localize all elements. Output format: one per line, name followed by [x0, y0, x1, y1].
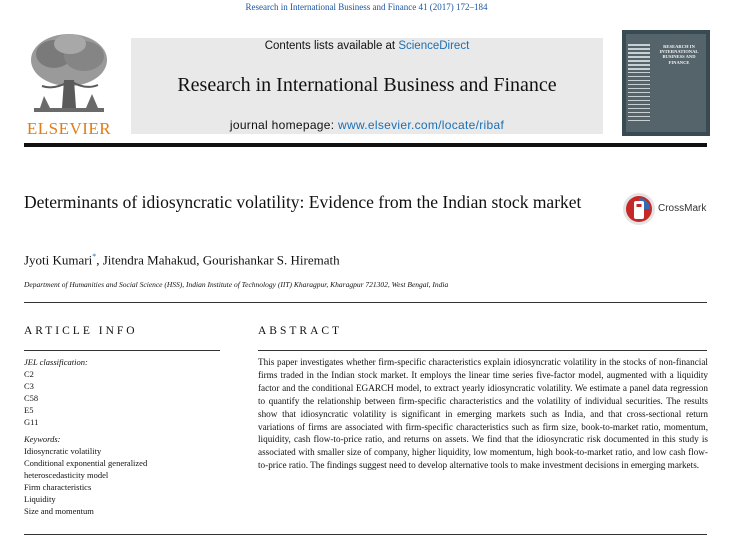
homepage-link[interactable]: www.elsevier.com/locate/ribaf [338, 118, 505, 132]
author-name[interactable]: Jitendra Mahakud [102, 252, 197, 268]
author-name[interactable]: Jyoti Kumari [24, 252, 93, 268]
journal-cover-thumbnail[interactable] [622, 30, 710, 136]
author-separator: , [196, 252, 203, 268]
journal-homepage [131, 118, 603, 132]
elsevier-logo[interactable] [24, 30, 114, 136]
header-divider [24, 143, 707, 147]
journal-header-box [131, 38, 603, 134]
jel-code: G11 [24, 417, 39, 428]
elsevier-wordmark: ELSEVIER [26, 119, 112, 138]
abstract-heading: ABSTRACT [258, 325, 343, 337]
keyword: Idiosyncratic volatility [24, 445, 102, 456]
crossmark-label: CrossMark [658, 203, 707, 214]
author-list [24, 252, 340, 268]
title-block-divider [24, 302, 707, 303]
cover-title: RESEARCH IN INTERNATIONAL BUSINESS AND FINANCE [659, 44, 699, 65]
corresponding-author-mark[interactable]: * [92, 252, 97, 261]
article-info-heading: ARTICLE INFO [24, 325, 138, 337]
abstract-bottom-divider [24, 534, 707, 535]
keyword: Conditional exponential generalized heteroscedasticity model [24, 457, 148, 480]
cover-contents-lines [628, 44, 650, 126]
article-title: Determinants of idiosyncratic volatility: Evidence from the Indian stock market [24, 192, 582, 212]
sciencedirect-link[interactable]: ScienceDirect [398, 40, 470, 52]
journal-citation[interactable]: Research in International Business and Finance 41 (2017) 172–184 [245, 2, 488, 12]
keyword: Size and momentum [24, 506, 94, 517]
cover-panel [626, 34, 706, 132]
author-separator: , [96, 252, 103, 268]
jel-code: C2 [24, 369, 34, 380]
contents-prefix: Contents lists available at [264, 40, 399, 52]
abstract-divider [258, 350, 707, 351]
homepage-prefix: journal homepage: [229, 118, 339, 132]
jel-code: E5 [24, 405, 34, 416]
jel-code: C58 [24, 393, 39, 404]
keywords-label: Keywords: [24, 433, 61, 444]
elsevier-tree-icon [24, 30, 114, 118]
crossmark-badge[interactable] [622, 192, 714, 226]
journal-name: Research in International Business and Finance [177, 74, 557, 96]
jel-code: C3 [24, 381, 34, 392]
keyword: Firm characteristics [24, 481, 92, 492]
contents-availability [131, 40, 603, 52]
article-info-panel [24, 356, 224, 517]
jel-label: JEL classification: [24, 357, 88, 367]
author-affiliation: Department of Humanities and Social Science (HSS), Indian Institute of Technology (IIT) Kharagpur, Kharagpur 721302, West Bengal, India [24, 280, 449, 289]
crossmark-icon [622, 192, 656, 226]
keyword: Liquidity [24, 494, 56, 505]
article-info-divider [24, 350, 220, 351]
abstract-text: This paper investigates whether firm-specific characteristics explain idiosyncratic volatility in the stocks of non-financial firms traded in the Indian stock market. It employs the linear time series five-factor model, augmented with a liquidity factor and the conditional EGARCH model, to extract yearly idiosyncratic volatility. We estimate a panel data regression to quantify the relationship between firm-specific characteristics and the volatility of individual securities. The results show that idiosyncratic volatility is significant in emerging markets such as India, and that cross-sectional return variations of firms are associated with firm-specific characteristics such as firm size, book-to-market ratio, momentum, liquidity, cash flow-to-price ratio, and returns on assets. We find that the idiosyncratic risk documented in this study is associated with smaller size of company, higher liquidity, low momentum, high book-to-market ratio, and low cash flow-to-price ratio. The findings suggest need to develop alternative tools to make investment decisions in emerging markets. [258, 357, 708, 471]
author-name[interactable]: Gourishankar S. Hiremath [202, 252, 340, 268]
